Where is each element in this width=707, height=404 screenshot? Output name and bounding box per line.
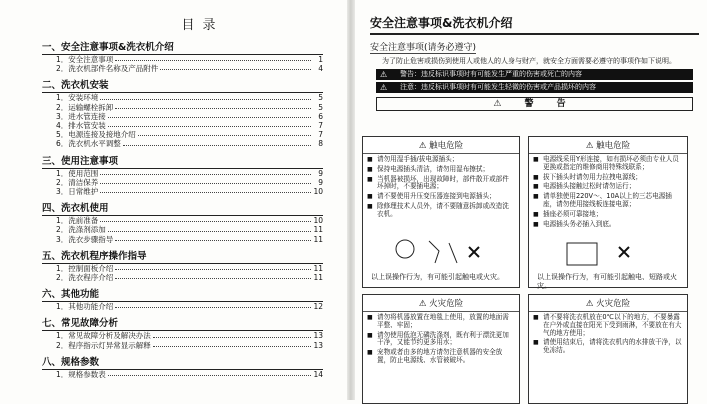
- toc-entry-text: 排水管安装: [68, 121, 106, 131]
- toc-entry: [42, 341, 323, 350]
- toc-section-title: 八、规格参数: [42, 354, 323, 370]
- toc-entry: [42, 273, 323, 282]
- caution-icon: ⚠: [380, 82, 388, 92]
- toc-entry-index: 2．: [56, 64, 69, 74]
- toc-leader-dots: [108, 121, 311, 127]
- toc-entry-text: 运输螺栓拆卸: [68, 102, 114, 112]
- toc-entry-text: 常见故障分析及解决办法: [68, 331, 151, 341]
- toc-entry: [42, 121, 323, 130]
- toc-entry-text: 其他功能介绍: [68, 302, 114, 312]
- toc-entry-text: 清洁保养: [68, 177, 99, 187]
- toc-entry-index: 6．: [56, 139, 69, 149]
- toc-entry-index: 1．: [56, 331, 69, 341]
- toc-page-number: 11: [313, 263, 323, 273]
- toc-leader-dots: [138, 130, 311, 136]
- toc-page-number: 5: [318, 93, 323, 103]
- toc-entry-text: 程序指示灯异常显示解释: [68, 340, 151, 350]
- hazard-box-fire-2: ⚠ 火灾危险 ■ 请不要将洗衣机放在0℃以下的地方，不要暴露在户外或直接在阳光下受到雨淋，不要放在有大气的地方使用； ■ 请使用结束后，请将洗衣机内的水排放干净，以免冻结。: [528, 294, 688, 404]
- toc-section-title: 三、使用注意事项: [42, 153, 323, 169]
- toc-entry: [42, 178, 323, 187]
- toc-leader-dots: [100, 93, 311, 99]
- toc-leader-dots: [108, 112, 311, 118]
- caution-bar: ⚠ 注意：违反标识事项时有可能发生轻微的伤害或产品损坏的内容: [376, 82, 693, 93]
- toc-leader-dots: [115, 103, 311, 109]
- toc-entry-index: 2．: [56, 177, 69, 187]
- hazard-title: ⚠ 火灾危险: [529, 295, 687, 312]
- toc-page-number: 12: [313, 302, 323, 312]
- toc-entry-index: 1．: [56, 168, 69, 178]
- toc-section-title: 七、常见故障分析: [42, 315, 323, 331]
- toc-page-number: 4: [318, 64, 323, 74]
- toc-page-number: 11: [313, 225, 323, 235]
- plug-illustration: [389, 237, 499, 267]
- toc-page-number: 10: [313, 187, 323, 197]
- toc-entry: [42, 370, 323, 379]
- toc-page-number: 5: [318, 102, 323, 112]
- toc-leader-dots: [108, 225, 311, 231]
- toc-page-number: 9: [318, 177, 323, 187]
- toc-page-number: 1: [318, 55, 323, 64]
- toc-entry: [42, 64, 323, 73]
- toc-entry-index: 2．: [56, 102, 69, 112]
- hazard-box-electric-1: ⚠ 触电危险 ■ 请勿用湿手插/拔电源插头； ■ 保持电源插头清洁，请勿用湿布擦拭； ■ 当机器被损坏，出现故障时，部件散开或部件坏掉时，不要插电源； ■ 请不要使用升压变压器连接到电源插头； ■ 除修理技术人员外，请不要随意拆卸或改造洗衣机。 以上误操作行为，有可能引起触电或火灾。: [362, 136, 520, 288]
- toc-leader-dots: [153, 331, 311, 337]
- toc-entry-index: 2．: [56, 340, 69, 350]
- safety-page: [356, 0, 707, 400]
- toc-page-number: 7: [318, 121, 323, 131]
- toc-page-number: 11: [313, 234, 323, 244]
- toc-entry-index: 1．: [56, 369, 69, 379]
- hazard-box-electric-2: ⚠ 触电危险 ■ 电源线采用Y形连接，如有损坏必须由专业人员更换或指定的维修商用特殊线联系； ■ 拔下插头时请勿用力拉拽电源线； ■ 电源插头接触过松时请勿运行； ■ 请单独使用220V～、10A以上的三芯电源插座，请勿使用接线板连接电源； ■ 插座必须可靠接地； ■ 电源插头务必插入到底。 以上误操作行为，有可能引起触电、短路或火灾。: [528, 136, 688, 288]
- toc-entry-text: 电源连接及接地介绍: [68, 130, 136, 140]
- toc-page-number: 11: [313, 273, 323, 283]
- hazard-title: ⚠ 触电危险: [529, 137, 687, 154]
- toc-entry: [42, 55, 323, 64]
- toc-entry-text: 安装环境: [68, 93, 99, 103]
- hazard-title: ⚠ 火灾危险: [363, 295, 519, 312]
- toc-entry-text: 洗涤剂添加: [68, 225, 106, 235]
- toc-entry-text: 控制面板介绍: [68, 263, 114, 273]
- page-title: 安全注意事项&洗衣机介绍: [370, 14, 699, 35]
- hazard-title: ⚠ 触电危险: [363, 137, 519, 154]
- toc-entry-text: 洗衣机水平调整: [68, 139, 121, 149]
- warning-header: ⚠ 警 告: [376, 97, 693, 111]
- toc-entry-index: 3．: [56, 187, 69, 197]
- toc-page-number: 6: [318, 111, 323, 121]
- toc-title: 目录: [181, 18, 224, 33]
- toc-entry: [42, 169, 323, 178]
- toc-entry: [42, 302, 323, 311]
- toc-entry-index: 4．: [56, 121, 69, 131]
- toc-page: [0, 0, 345, 400]
- toc-leader-dots: [115, 235, 311, 241]
- toc-leader-dots: [115, 273, 311, 279]
- toc-entry-index: 3．: [56, 111, 69, 121]
- toc-page-number: 8: [318, 139, 323, 149]
- toc-entry: [42, 112, 323, 121]
- toc-entry: [42, 225, 323, 234]
- toc-page-number: 13: [313, 340, 323, 350]
- toc-entry-text: 洗衣程序介绍: [68, 273, 114, 283]
- toc-entry: [42, 235, 323, 244]
- toc-section-title: 六、其他功能: [42, 286, 323, 302]
- toc-entry-index: 3．: [56, 234, 69, 244]
- toc-section-title: 一、安全注意事项&洗衣机介绍: [42, 39, 323, 55]
- toc-entry-text: 日常维护: [68, 187, 99, 197]
- toc-leader-dots: [153, 341, 311, 347]
- toc-leader-dots: [100, 216, 311, 222]
- toc-list: [42, 39, 323, 379]
- hazard-box-fire-1: ⚠ 火灾危险 ■ 请勿将机器放置在地毯上使用，放置的地面需平整、牢固； ■ 请勿使用低泡无磷洗涤剂，既有利于漂洗更加干净，又能节约更多用水； ■ 宠物或者由多的地方请勿注意机器的安全放置，防止电源线、水管被破坏。: [362, 294, 520, 404]
- toc-entry-index: 1．: [56, 263, 69, 273]
- toc-leader-dots: [123, 139, 311, 145]
- toc-leader-dots: [100, 169, 311, 175]
- toc-entry: [42, 264, 323, 273]
- page-subtitle: 安全注意事项(请务必遵守): [370, 40, 476, 54]
- socket-illustration: [559, 241, 659, 267]
- toc-page-number: 9: [318, 168, 323, 178]
- toc-entry-index: 1．: [56, 302, 69, 312]
- toc-page-number: 14: [313, 369, 323, 379]
- toc-page-number: 10: [313, 216, 323, 226]
- toc-entry-index: 1．: [56, 55, 69, 64]
- toc-entry: [42, 187, 323, 196]
- toc-entry-text: 进水管连接: [68, 111, 106, 121]
- toc-leader-dots: [100, 178, 311, 184]
- toc-section-title: 四、洗衣机使用: [42, 200, 323, 216]
- warning-icon: ⚠: [380, 69, 388, 79]
- toc-entry-index: 1．: [56, 93, 69, 103]
- toc-section-title: 二、洗衣机安装: [42, 77, 323, 93]
- toc-entry-text: 洗前准备: [68, 216, 99, 226]
- toc-entry: [42, 331, 323, 340]
- toc-leader-dots: [115, 264, 311, 270]
- book-gutter: [347, 0, 355, 400]
- toc-leader-dots: [108, 370, 311, 376]
- toc-entry-index: 2．: [56, 273, 69, 283]
- toc-entry: [42, 103, 323, 112]
- toc-page-number: 7: [318, 130, 323, 140]
- toc-leader-dots: [100, 187, 311, 193]
- warning-bar: ⚠ 警告：违反标识事项时有可能发生严重的伤害或死亡的内容: [376, 69, 693, 80]
- toc-page-number: 13: [313, 331, 323, 341]
- toc-entry-index: 2．: [56, 225, 69, 235]
- toc-leader-dots: [115, 55, 311, 61]
- toc-entry-text: 洗衣机部件名称及产品附件: [68, 64, 159, 74]
- toc-entry-index: 1．: [56, 216, 69, 226]
- toc-entry: [42, 93, 323, 102]
- toc-entry-text: 使用范围: [68, 168, 99, 178]
- toc-entry: [42, 139, 323, 148]
- toc-leader-dots: [115, 302, 311, 308]
- toc-section-title: 五、洗衣机程序操作指导: [42, 248, 323, 264]
- toc-entry-text: 安全注意事项: [68, 55, 114, 64]
- toc-entry-text: 洗衣步骤指导: [68, 234, 114, 244]
- toc-entry-index: 5．: [56, 130, 69, 140]
- toc-leader-dots: [160, 64, 311, 70]
- intro-text: 为了防止危害或损伤到使用人或他人的人身与财产，就安全方面需要必遵守的事项作如下说明。: [382, 57, 676, 65]
- toc-entry-text: 规格参数表: [68, 369, 106, 379]
